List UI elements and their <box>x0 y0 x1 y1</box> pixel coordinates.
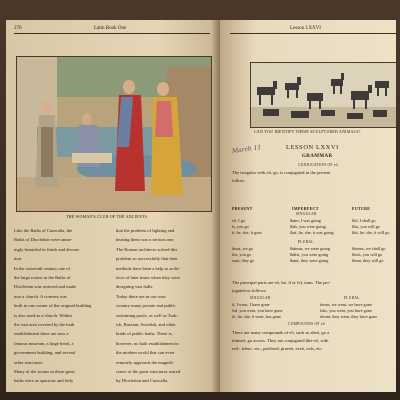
header-rule-right <box>230 33 396 34</box>
text-line: swimming pools, as well as Turk- <box>116 312 179 318</box>
text-line: the vast area covered by the bath <box>14 322 75 327</box>
text-line: built in one corner of the original building <box>14 303 92 309</box>
page-number: 276 <box>14 26 22 31</box>
text-line: The principal parts are eō, īre, iī or īvī, itum. The per- <box>232 280 331 285</box>
compounds-heading: COMPOUNDS OF eō <box>288 322 325 326</box>
text-line: īstī, you went, you have gone <box>232 308 283 313</box>
text-line: kinds of public baths. There is, <box>116 331 173 337</box>
text-line: however, no bath establishment in <box>116 340 179 346</box>
text-line: into a church. A convent was <box>14 293 68 299</box>
text-line: methods have been a help to archi- <box>116 265 181 271</box>
text-line: baths were as spacious and lofty <box>14 378 74 384</box>
column-future: FUTURE <box>352 206 371 211</box>
grammar-heading: GRAMMAR <box>302 154 333 159</box>
text-line: There are many compounds of eō, such as abeō, go a <box>232 330 330 335</box>
text-line: trānseō, go across. They are conjugated like eō, with <box>232 338 329 343</box>
text-line: the large rooms in the Baths of <box>14 275 71 280</box>
text-line: the modern world that can even <box>116 350 175 356</box>
text-line: Diocletian was restored and made <box>14 284 77 290</box>
text-line: follow: <box>232 178 246 183</box>
text-line: government building, and several <box>14 350 76 356</box>
singular-label: SINGULAR <box>296 212 317 216</box>
text-line: Baths of Diocletian were amaz- <box>14 237 73 243</box>
text-line: The Roman architects solved this <box>116 246 178 252</box>
text-line: ish, Russian, Swedish, and other <box>116 322 176 327</box>
text-line: īstis, you went, you have gone <box>320 308 373 313</box>
text-line: cence of the great structures reared <box>116 369 181 374</box>
text-line: red-, trāns-, etc., prefixed: praeeō, exeō, exīs, etc. <box>232 346 323 351</box>
text-line: Like the Baths of Caracalla, the <box>14 228 73 233</box>
running-title-right: Lesson LXXVI <box>290 26 321 31</box>
text-line: ībant, they were going <box>290 258 329 263</box>
text-line: iērunt, they went, they have gone <box>320 314 378 319</box>
text-line: ībō, I shall go <box>352 218 376 223</box>
text-line: ībimus, we shall go <box>352 246 386 251</box>
text-line: jugated as follows: <box>232 288 267 293</box>
text-line: country many private and public <box>116 303 176 309</box>
open-book <box>6 20 396 392</box>
text-line: by Diocletian and Caracalla. <box>116 378 169 384</box>
left-page <box>6 20 220 392</box>
conjugation-subheading: CONJUGATION OF eō <box>298 163 338 167</box>
text-line: ingly beautiful in finish and decora- <box>14 246 80 252</box>
text-line: iit, he, she, it went, has gone <box>232 314 281 319</box>
text-line: ībis, you will go <box>352 224 380 229</box>
text-line: heating them was a serious one. <box>116 237 175 243</box>
text-line: establishment there are now a <box>14 331 69 337</box>
illustration-sculpted-animals <box>250 62 396 128</box>
text-line: Today there are in our own <box>116 293 166 299</box>
text-line: īmus, we go <box>232 246 253 251</box>
animal-figurines-image <box>251 63 396 127</box>
plural-label: PLURAL <box>298 240 314 244</box>
text-line: ībat, he, she, it was going <box>290 230 334 235</box>
text-line: The irregular verb eō, go, is conjugated in the present <box>232 170 331 175</box>
text-line: other structures. <box>14 359 44 365</box>
text-line: remotely approach the magnifi- <box>116 359 175 365</box>
text-line: ībās, you were going <box>290 224 326 229</box>
text-line: it, he, she, it goes <box>232 230 262 235</box>
text-line: ībātis, you were going <box>290 252 329 257</box>
header-rule-left <box>14 33 210 34</box>
text-line: ībitis, you will go <box>352 252 383 257</box>
perfect-singular-label: SINGULAR <box>250 296 271 300</box>
text-line: In the sixteenth century one of <box>14 265 70 271</box>
text-line: that the problem of lighting and <box>116 228 175 233</box>
text-line: eō, I go <box>232 218 246 223</box>
text-line: iī, I went, I have gone <box>232 302 270 307</box>
text-line: famous museum, a large hotel, a <box>14 340 74 346</box>
text-line: ībunt, they will go <box>352 258 384 263</box>
running-title-left: Latin Book One <box>94 26 127 31</box>
text-line: ībam, I was going <box>290 218 321 223</box>
text-line: designing vast halls. <box>116 284 154 290</box>
illustration-womans-club <box>16 56 212 212</box>
text-line: ībit, he, she, it will go <box>352 230 390 235</box>
painting-image <box>17 57 211 211</box>
caption-right: CAN YOU IDENTIFY THESE SCULPTURED ANIMALS? <box>254 129 361 134</box>
text-line: eunt, they go <box>232 258 255 263</box>
text-line: problem so successfully that their <box>116 256 178 262</box>
column-imperfect: IMPERFECT <box>292 206 319 211</box>
text-line: ībāmus, we were going <box>290 246 330 251</box>
right-page <box>220 20 396 392</box>
text-line: ītis, you go <box>232 252 252 257</box>
text-line: Many of the rooms in these great <box>14 369 75 374</box>
caption-left: THE WOMAN'S CLUB OF THE ANCIENTS <box>66 214 148 219</box>
text-line: tects of later times when they were <box>116 275 181 280</box>
handwritten-date: March 11 <box>231 143 262 156</box>
text-line: iimus, we went, we have gone <box>320 302 372 307</box>
text-line: tion. <box>14 256 23 262</box>
lesson-title: LESSON LXXVI <box>286 144 339 151</box>
perfect-plural-label: PLURAL <box>344 296 360 300</box>
text-line: is also used as a church. Within <box>14 312 72 318</box>
column-present: PRESENT <box>232 206 253 211</box>
text-line: īs, you go <box>232 224 249 229</box>
